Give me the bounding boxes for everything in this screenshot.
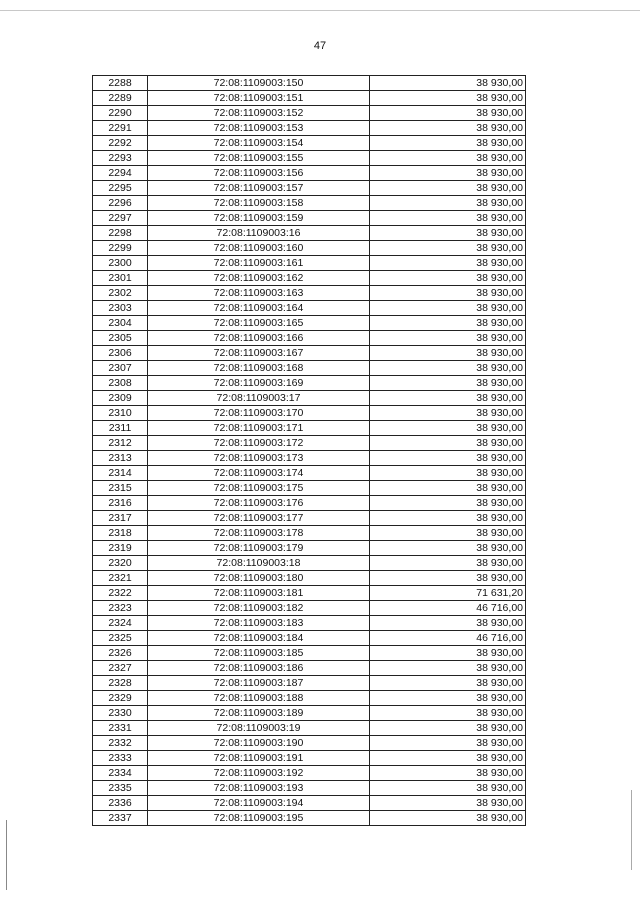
- cadastral-number-cell: 72:08:1109003:181: [148, 586, 370, 601]
- cadastral-number-cell: 72:08:1109003:156: [148, 166, 370, 181]
- table-row: [93, 466, 526, 481]
- table-row: [93, 286, 526, 301]
- row-number-cell: 2311: [93, 421, 148, 436]
- cadastral-value-cell: 38 930,00: [370, 406, 526, 421]
- table-row: [93, 556, 526, 571]
- cadastral-value-cell: 38 930,00: [370, 781, 526, 796]
- cadastral-value-cell: 38 930,00: [370, 271, 526, 286]
- table-row: [93, 586, 526, 601]
- row-number-cell: 2323: [93, 601, 148, 616]
- cadastral-value-cell: 38 930,00: [370, 541, 526, 556]
- table-row: [93, 271, 526, 286]
- row-number-cell: 2297: [93, 211, 148, 226]
- row-number-cell: 2328: [93, 676, 148, 691]
- row-number-cell: 2315: [93, 481, 148, 496]
- cadastral-number-cell: 72:08:1109003:192: [148, 766, 370, 781]
- cadastral-number-cell: 72:08:1109003:154: [148, 136, 370, 151]
- cadastral-value-table: [92, 75, 526, 826]
- cadastral-number-cell: 72:08:1109003:151: [148, 91, 370, 106]
- cadastral-value-cell: 38 930,00: [370, 226, 526, 241]
- cadastral-number-cell: 72:08:1109003:183: [148, 616, 370, 631]
- cadastral-number-cell: 72:08:1109003:185: [148, 646, 370, 661]
- table-row: [93, 511, 526, 526]
- cadastral-number-cell: 72:08:1109003:167: [148, 346, 370, 361]
- row-number-cell: 2320: [93, 556, 148, 571]
- cadastral-number-cell: 72:08:1109003:152: [148, 106, 370, 121]
- table-row: [93, 571, 526, 586]
- cadastral-value-cell: 38 930,00: [370, 121, 526, 136]
- table-row: [93, 76, 526, 91]
- table-row: [93, 721, 526, 736]
- cadastral-number-cell: 72:08:1109003:18: [148, 556, 370, 571]
- row-number-cell: 2336: [93, 796, 148, 811]
- row-number-cell: 2308: [93, 376, 148, 391]
- table-body: [93, 76, 526, 826]
- table-row: [93, 766, 526, 781]
- cadastral-number-cell: 72:08:1109003:173: [148, 451, 370, 466]
- cadastral-number-cell: 72:08:1109003:161: [148, 256, 370, 271]
- cadastral-value-cell: 38 930,00: [370, 676, 526, 691]
- row-number-cell: 2312: [93, 436, 148, 451]
- row-number-cell: 2296: [93, 196, 148, 211]
- cadastral-number-cell: 72:08:1109003:190: [148, 736, 370, 751]
- table-row: [93, 451, 526, 466]
- cadastral-number-cell: 72:08:1109003:162: [148, 271, 370, 286]
- table-row: [93, 256, 526, 271]
- cadastral-number-cell: 72:08:1109003:193: [148, 781, 370, 796]
- row-number-cell: 2294: [93, 166, 148, 181]
- cadastral-number-cell: 72:08:1109003:150: [148, 76, 370, 91]
- table-row: [93, 436, 526, 451]
- cadastral-value-cell: 38 930,00: [370, 706, 526, 721]
- table-row: [93, 526, 526, 541]
- row-number-cell: 2293: [93, 151, 148, 166]
- cadastral-value-cell: 38 930,00: [370, 166, 526, 181]
- cadastral-value-cell: 38 930,00: [370, 766, 526, 781]
- cadastral-number-cell: 72:08:1109003:158: [148, 196, 370, 211]
- cadastral-number-cell: 72:08:1109003:180: [148, 571, 370, 586]
- table-row: [93, 241, 526, 256]
- table-row: [93, 106, 526, 121]
- cadastral-value-cell: 46 716,00: [370, 601, 526, 616]
- scan-top-rule: [0, 10, 640, 11]
- cadastral-value-cell: 38 930,00: [370, 481, 526, 496]
- cadastral-number-cell: 72:08:1109003:186: [148, 661, 370, 676]
- cadastral-number-cell: 72:08:1109003:171: [148, 421, 370, 436]
- row-number-cell: 2301: [93, 271, 148, 286]
- table-row: [93, 601, 526, 616]
- cadastral-value-cell: 38 930,00: [370, 331, 526, 346]
- row-number-cell: 2333: [93, 751, 148, 766]
- cadastral-value-cell: 38 930,00: [370, 196, 526, 211]
- cadastral-value-cell: 38 930,00: [370, 76, 526, 91]
- cadastral-value-cell: 71 631,20: [370, 586, 526, 601]
- row-number-cell: 2303: [93, 301, 148, 316]
- cadastral-number-cell: 72:08:1109003:159: [148, 211, 370, 226]
- table-row: [93, 121, 526, 136]
- cadastral-value-cell: 38 930,00: [370, 751, 526, 766]
- table-row: [93, 736, 526, 751]
- row-number-cell: 2317: [93, 511, 148, 526]
- row-number-cell: 2302: [93, 286, 148, 301]
- cadastral-value-cell: 38 930,00: [370, 526, 526, 541]
- table-row: [93, 376, 526, 391]
- cadastral-value-cell: 38 930,00: [370, 346, 526, 361]
- cadastral-value-cell: 38 930,00: [370, 136, 526, 151]
- cadastral-number-cell: 72:08:1109003:187: [148, 676, 370, 691]
- cadastral-value-cell: 38 930,00: [370, 571, 526, 586]
- row-number-cell: 2290: [93, 106, 148, 121]
- cadastral-value-cell: 38 930,00: [370, 496, 526, 511]
- table-row: [93, 391, 526, 406]
- table-row: [93, 331, 526, 346]
- cadastral-value-cell: 38 930,00: [370, 286, 526, 301]
- cadastral-number-cell: 72:08:1109003:194: [148, 796, 370, 811]
- row-number-cell: 2300: [93, 256, 148, 271]
- cadastral-number-cell: 72:08:1109003:176: [148, 496, 370, 511]
- table-row: [93, 706, 526, 721]
- cadastral-number-cell: 72:08:1109003:16: [148, 226, 370, 241]
- table-row: [93, 226, 526, 241]
- cadastral-value-cell: 38 930,00: [370, 421, 526, 436]
- cadastral-value-cell: 38 930,00: [370, 646, 526, 661]
- cadastral-number-cell: 72:08:1109003:169: [148, 376, 370, 391]
- row-number-cell: 2299: [93, 241, 148, 256]
- cadastral-number-cell: 72:08:1109003:172: [148, 436, 370, 451]
- row-number-cell: 2327: [93, 661, 148, 676]
- cadastral-value-cell: 38 930,00: [370, 241, 526, 256]
- table-row: [93, 661, 526, 676]
- row-number-cell: 2334: [93, 766, 148, 781]
- row-number-cell: 2288: [93, 76, 148, 91]
- table-row: [93, 496, 526, 511]
- cadastral-number-cell: 72:08:1109003:168: [148, 361, 370, 376]
- table-row: [93, 91, 526, 106]
- table-row: [93, 361, 526, 376]
- table-row: [93, 136, 526, 151]
- cadastral-value-cell: 38 930,00: [370, 691, 526, 706]
- row-number-cell: 2337: [93, 811, 148, 826]
- table-row: [93, 301, 526, 316]
- table-row: [93, 151, 526, 166]
- cadastral-value-cell: 46 716,00: [370, 631, 526, 646]
- cadastral-number-cell: 72:08:1109003:175: [148, 481, 370, 496]
- row-number-cell: 2330: [93, 706, 148, 721]
- table-row: [93, 346, 526, 361]
- table-row: [93, 421, 526, 436]
- table-row: [93, 646, 526, 661]
- cadastral-value-cell: 38 930,00: [370, 391, 526, 406]
- cadastral-number-cell: 72:08:1109003:182: [148, 601, 370, 616]
- cadastral-value-cell: 38 930,00: [370, 451, 526, 466]
- cadastral-value-cell: 38 930,00: [370, 376, 526, 391]
- row-number-cell: 2321: [93, 571, 148, 586]
- row-number-cell: 2329: [93, 691, 148, 706]
- cadastral-value-cell: 38 930,00: [370, 511, 526, 526]
- table-row: [93, 781, 526, 796]
- row-number-cell: 2305: [93, 331, 148, 346]
- cadastral-value-cell: 38 930,00: [370, 811, 526, 826]
- cadastral-number-cell: 72:08:1109003:174: [148, 466, 370, 481]
- cadastral-number-cell: 72:08:1109003:17: [148, 391, 370, 406]
- cadastral-value-cell: 38 930,00: [370, 436, 526, 451]
- table-row: [93, 166, 526, 181]
- row-number-cell: 2307: [93, 361, 148, 376]
- cadastral-value-cell: 38 930,00: [370, 106, 526, 121]
- row-number-cell: 2316: [93, 496, 148, 511]
- row-number-cell: 2319: [93, 541, 148, 556]
- cadastral-value-cell: 38 930,00: [370, 181, 526, 196]
- row-number-cell: 2295: [93, 181, 148, 196]
- row-number-cell: 2332: [93, 736, 148, 751]
- cadastral-number-cell: 72:08:1109003:155: [148, 151, 370, 166]
- cadastral-value-cell: 38 930,00: [370, 466, 526, 481]
- cadastral-number-cell: 72:08:1109003:153: [148, 121, 370, 136]
- row-number-cell: 2310: [93, 406, 148, 421]
- table-row: [93, 631, 526, 646]
- table-row: [93, 481, 526, 496]
- table-row: [93, 406, 526, 421]
- table-row: [93, 196, 526, 211]
- cadastral-number-cell: 72:08:1109003:178: [148, 526, 370, 541]
- table-row: [93, 541, 526, 556]
- cadastral-number-cell: 72:08:1109003:177: [148, 511, 370, 526]
- cadastral-value-cell: 38 930,00: [370, 736, 526, 751]
- table-row: [93, 616, 526, 631]
- row-number-cell: 2304: [93, 316, 148, 331]
- cadastral-value-cell: 38 930,00: [370, 256, 526, 271]
- row-number-cell: 2289: [93, 91, 148, 106]
- cadastral-number-cell: 72:08:1109003:170: [148, 406, 370, 421]
- row-number-cell: 2335: [93, 781, 148, 796]
- cadastral-number-cell: 72:08:1109003:191: [148, 751, 370, 766]
- cadastral-value-cell: 38 930,00: [370, 316, 526, 331]
- cadastral-number-cell: 72:08:1109003:189: [148, 706, 370, 721]
- cadastral-number-cell: 72:08:1109003:157: [148, 181, 370, 196]
- row-number-cell: 2291: [93, 121, 148, 136]
- cadastral-number-cell: 72:08:1109003:165: [148, 316, 370, 331]
- row-number-cell: 2313: [93, 451, 148, 466]
- table-row: [93, 316, 526, 331]
- cadastral-number-cell: 72:08:1109003:19: [148, 721, 370, 736]
- cadastral-number-cell: 72:08:1109003:163: [148, 286, 370, 301]
- row-number-cell: 2318: [93, 526, 148, 541]
- cadastral-value-cell: 38 930,00: [370, 211, 526, 226]
- cadastral-value-cell: 38 930,00: [370, 721, 526, 736]
- table-row: [93, 211, 526, 226]
- cadastral-value-cell: 38 930,00: [370, 361, 526, 376]
- row-number-cell: 2306: [93, 346, 148, 361]
- row-number-cell: 2331: [93, 721, 148, 736]
- cadastral-value-cell: 38 930,00: [370, 556, 526, 571]
- row-number-cell: 2325: [93, 631, 148, 646]
- cadastral-number-cell: 72:08:1109003:195: [148, 811, 370, 826]
- cadastral-number-cell: 72:08:1109003:188: [148, 691, 370, 706]
- cadastral-value-cell: 38 930,00: [370, 661, 526, 676]
- scan-right-edge: [631, 790, 632, 870]
- cadastral-number-cell: 72:08:1109003:164: [148, 301, 370, 316]
- cadastral-value-cell: 38 930,00: [370, 616, 526, 631]
- row-number-cell: 2314: [93, 466, 148, 481]
- table-row: [93, 796, 526, 811]
- cadastral-number-cell: 72:08:1109003:160: [148, 241, 370, 256]
- table-row: [93, 181, 526, 196]
- row-number-cell: 2309: [93, 391, 148, 406]
- table-row: [93, 676, 526, 691]
- row-number-cell: 2324: [93, 616, 148, 631]
- table-row: [93, 691, 526, 706]
- table-row: [93, 751, 526, 766]
- scan-left-edge: [6, 820, 7, 890]
- cadastral-value-cell: 38 930,00: [370, 796, 526, 811]
- cadastral-value-cell: 38 930,00: [370, 301, 526, 316]
- cadastral-number-cell: 72:08:1109003:179: [148, 541, 370, 556]
- row-number-cell: 2326: [93, 646, 148, 661]
- row-number-cell: 2292: [93, 136, 148, 151]
- row-number-cell: 2322: [93, 586, 148, 601]
- page-number: 47: [313, 40, 327, 52]
- cadastral-number-cell: 72:08:1109003:166: [148, 331, 370, 346]
- cadastral-number-cell: 72:08:1109003:184: [148, 631, 370, 646]
- cadastral-value-cell: 38 930,00: [370, 151, 526, 166]
- cadastral-value-cell: 38 930,00: [370, 91, 526, 106]
- row-number-cell: 2298: [93, 226, 148, 241]
- table-row: [93, 811, 526, 826]
